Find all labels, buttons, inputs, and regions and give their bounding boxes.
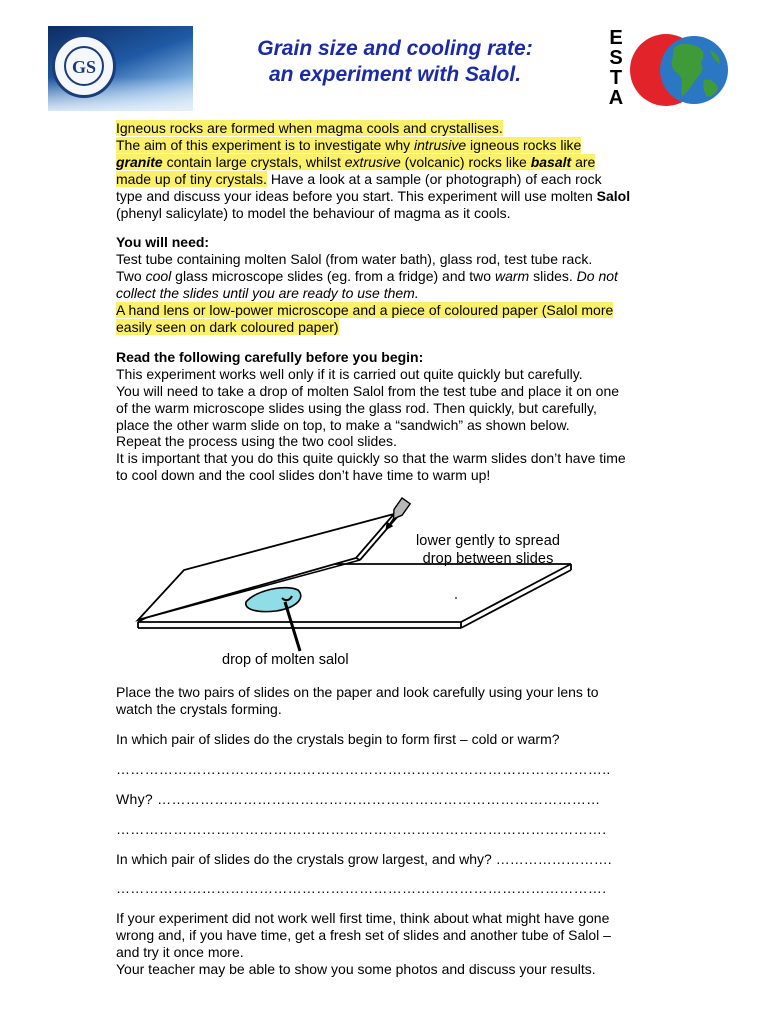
page-title (200, 36, 590, 88)
slides-illustration (116, 494, 576, 678)
materials-heading: You will need: (116, 234, 210, 251)
esta-letter: A (608, 87, 624, 109)
question-2: In which pair of slides do the crystals grow largest, and why? ……………………. (116, 850, 612, 867)
esta-logo (606, 28, 731, 112)
diagram-label-lower: lower gently to spread drop between slides (415, 533, 561, 568)
answer-line-1[interactable]: ………………………………………………………………………………………….. (116, 760, 611, 777)
diagram-label-drop: drop of molten salol (222, 652, 349, 669)
esta-letter: S (609, 47, 623, 69)
school-seal-icon: GS (52, 34, 116, 98)
esta-letter: E (609, 27, 623, 49)
materials-section: You will need: Test tube containing molten Salol (from water bath), glass rod, test tube rack. Two cool glass microscope slides (eg. from a fridge) and two warm slides. Do not collect the slides until you are ready to use them. A hand lens or low-power microscope and a piece of coloured paper (Salol more easily seen on dark coloured paper) (116, 234, 618, 335)
instructions-heading: Read the following carefully before you begin: (116, 348, 424, 365)
school-logo (48, 26, 193, 111)
esta-letter: T (609, 67, 623, 89)
worksheet-body (116, 120, 686, 978)
intro-paragraph: Igneous rocks are formed when magma cools and crystallises. The aim of this experiment is to investigate why intrusive igneous rocks like granite contain large crystals, whilst extrusive (volcanic) rocks like basalt are made up of tiny crystals. Have a look at a sample (or photograph) of each rock type and discuss your ideas before you start. This experiment will use molten Salol (phenyl salicylate) to model the behaviour of magma as it cools. (116, 120, 631, 221)
title-line-2: an experiment with Salol. (268, 63, 522, 86)
instructions-section: Read the following carefully before you begin: This experiment works well only if it is carried out quite quickly but carefully. You will need to take a drop of molten Salol from the test tube and place it on one of the warm microscope slides using the glass rod. Then quickly, but carefully, place the other warm slide on top, to make a “sandwich” as shown below. Repeat the process using the two cool slides. It is important that you do this quite quickly so that the warm slides don’t have time to cool down and the cool slides don’t have time to warm up! (116, 348, 626, 484)
observation-instructions: Place the two pairs of slides on the paper and look carefully using your lens to watch the crystals forming. (116, 684, 599, 718)
title-line-1: Grain size and cooling rate: (257, 37, 533, 60)
globe-icon (606, 28, 731, 112)
question-1: In which pair of slides do the crystals begin to form first – cold or warm? (116, 730, 560, 747)
answer-line-2[interactable]: …………………………………………………………………………………………. (116, 820, 607, 837)
answer-line-why[interactable]: Why? ………………………………………………………………………………… (116, 790, 601, 807)
slide-sandwich-diagram (116, 494, 576, 678)
closing-paragraph: If your experiment did not work well first time, think about what might have gone wrong and, if you have time, get a fresh set of slides and another tube of Salol – and try it once more. Your teacher may be able to show you some photos and discuss your results. (116, 910, 611, 978)
answer-line-3[interactable]: …………………………………………………………………………………………. (116, 880, 607, 897)
